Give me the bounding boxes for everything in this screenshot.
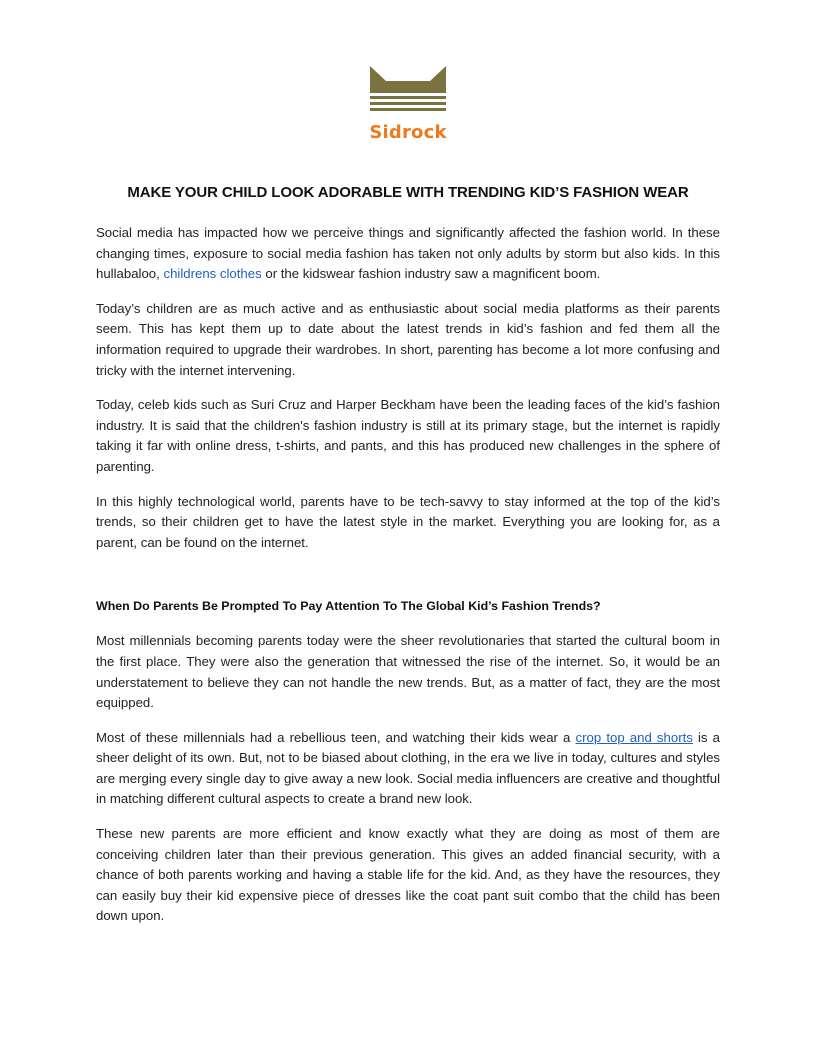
paragraph-3: Today, celeb kids such as Suri Cruz and Harper Beckham have been the leading faces of the kid’s fashion industry. It is said that the children's fashion industry is still at its primary stage, but the internet is rapidly taking it far with online dress, t-shirts, and pants, and this has produced new challenges in the sphere of parenting. — [96, 397, 720, 474]
paragraph-6-text-b: is a sheer delight of its own. But, not to be biased about clothing, in the era we live in today, cultures and styles are merging every single day to give away a new look. Social media influencers are creative and thoughtful in matching different cultural aspects to create a brand new look. — [96, 729, 720, 807]
section-heading: When Do Parents Be Prompted To Pay Attention To The Global Kid’s Fashion Trends? — [96, 599, 601, 614]
childrens-clothes-link[interactable]: childrens clothes — [163, 266, 262, 282]
paragraph-4: In this highly technological world, parents have to be tech-savvy to stay informed at the top of the kid’s trends, so their children get to have the latest style in the market. Everything you are looking for, as a parent, can be found on the internet. — [96, 493, 720, 550]
crop-top-and-shorts-link[interactable]: crop top and shorts — [575, 729, 693, 745]
paragraph-7: These new parents are more efficient and know exactly what they are doing as most of them are conceiving children later than their previous generation. This gives an added financial security, with a chance of both parents working and having a stable life for the kid. And, as they have the resources, they can easily buy their kid expensive piece of dresses like the coat pant suit combo that the child has been down upon. — [96, 826, 720, 924]
paragraph-1 — [96, 223, 720, 285]
paragraph-1-text-b: or the kidswear fashion industry saw a magnificent boom. — [261, 266, 601, 282]
paragraph-6 — [96, 728, 720, 810]
sidrock-logo[interactable] — [362, 66, 454, 148]
paragraph-1-text-a: Social media has impacted how we perceive things and significantly affected the fashion world. In these changing times, exposure to social media fashion has taken not only adults by storm but also kids. In this hullabaloo, — [96, 225, 720, 282]
paragraph-5: Most millennials becoming parents today were the sheer revolutionaries that started the cultural boom in the first place. They were also the generation that witnessed the rise of the internet. So, it would be an understatement to believe they can not handle the new trends. But, as a matter of fact, they are the most equipped. — [96, 633, 720, 711]
paragraph-2: Today’s children are as much active and as enthusiastic about social media platforms as their parents seem. This has kept them up to date about the latest trends in kid’s fashion and fed them all the information required to upgrade their wardrobes. In short, parenting has become a lot more confusing and tricky with the internet intervening. — [96, 300, 720, 378]
article-body — [96, 184, 720, 941]
paragraph-6-text-a: Most of these millennials had a rebellious teen, and watching their kids wear a — [96, 729, 576, 745]
logo-wordmark: Sidrock — [369, 122, 447, 143]
cat-ears-logo-icon — [368, 66, 448, 120]
article-title: MAKE YOUR CHILD LOOK ADORABLE WITH TRENDING KID’S FASHION WEAR — [127, 184, 689, 201]
